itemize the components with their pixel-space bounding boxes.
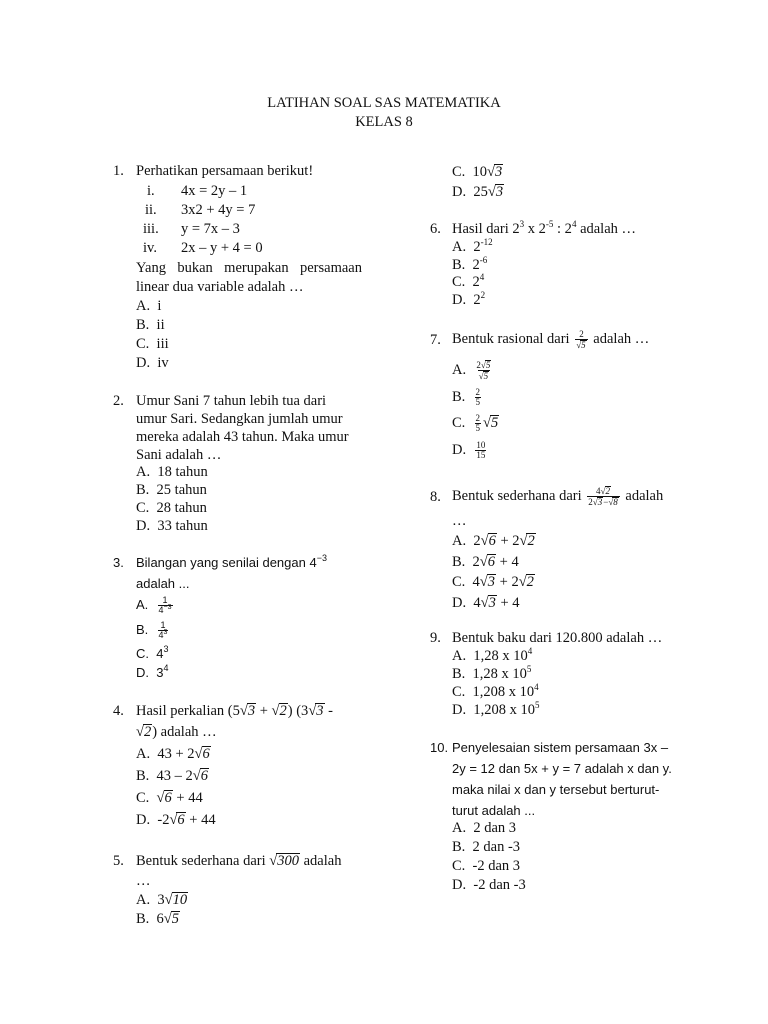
q5-stem-cont: …	[136, 873, 151, 889]
text: 25	[473, 184, 488, 200]
option-letter: D.	[452, 702, 467, 718]
q9-number: 9.	[430, 630, 441, 646]
radicand: 3	[247, 703, 256, 719]
text: 10	[472, 164, 488, 180]
power-base: 2	[472, 274, 480, 290]
fraction-denominator	[575, 339, 587, 350]
sqrt-icon: √	[519, 533, 528, 549]
q3-stem-line: adalah ...	[136, 576, 190, 591]
fraction	[158, 621, 169, 640]
q9-option-a	[452, 647, 532, 665]
fraction-denominator: 15	[476, 450, 486, 461]
radicand: 10	[172, 892, 188, 908]
fraction	[475, 414, 482, 433]
text: 4	[596, 486, 601, 497]
text: 43 + 2	[157, 746, 195, 762]
power-base: 2	[472, 257, 480, 273]
q10-stem-line: maka nilai x dan y tersebut berturut-	[452, 782, 660, 797]
text: -	[324, 703, 333, 719]
text: x 2	[524, 221, 546, 237]
q8-option-a	[452, 532, 536, 550]
option-letter: D.	[452, 877, 467, 893]
option-letter: A.	[452, 362, 467, 378]
q8-option-c	[452, 573, 535, 591]
q3-stem-text: Bilangan yang senilai dengan	[136, 555, 306, 570]
text: + 44	[172, 790, 203, 806]
q10-option-c	[452, 857, 520, 875]
q5-option-c	[452, 163, 503, 181]
text: + 4	[496, 554, 519, 570]
text: 4	[472, 574, 480, 590]
sqrt-icon: √	[194, 746, 203, 762]
fraction-numerator: 2	[475, 413, 481, 424]
fraction-numerator	[475, 360, 492, 370]
radicand: 2	[279, 703, 287, 719]
text: + 4	[496, 595, 520, 611]
q2-option-b	[136, 481, 207, 499]
option-letter: B.	[136, 911, 150, 927]
power-exponent: 2	[480, 290, 486, 300]
option-letter: D.	[452, 292, 467, 308]
radicand: 5	[491, 415, 499, 431]
sqrt-icon: √	[269, 853, 278, 869]
sqrt-icon: √	[479, 554, 488, 570]
q1-stem: Perhatikan persamaan berikut!	[136, 163, 314, 179]
fraction-numerator: 10	[476, 440, 486, 451]
q8-stem	[452, 482, 663, 510]
option-letter: C.	[452, 274, 466, 290]
q1-eq: 2x – y + 4 = 0	[181, 240, 263, 256]
q6-stem	[452, 220, 636, 238]
fraction-denominator: 5	[475, 423, 481, 434]
text: + 44	[185, 812, 216, 828]
q1-option-a	[136, 297, 161, 315]
text: Hasil perkalian (5	[136, 703, 240, 719]
option-letter: A.	[136, 464, 151, 480]
fraction	[575, 330, 587, 350]
radicand: 3	[488, 595, 496, 611]
power-base: 4	[309, 555, 317, 570]
power-base: 2	[473, 292, 481, 308]
q8-number: 8.	[430, 489, 441, 505]
q10-stem-line: turut adalah ...	[452, 803, 536, 818]
radicand: 3	[495, 164, 503, 180]
q10-stem-line: 2y = 12 dan 5x + y = 7 adalah x dan y.	[452, 761, 672, 776]
power-exponent: 4	[534, 682, 539, 692]
fraction-numerator	[595, 486, 612, 496]
fraction	[587, 486, 619, 507]
option-letter: C.	[452, 684, 466, 700]
sqrt-icon: √	[518, 574, 527, 590]
text: Bentuk rasional dari	[452, 331, 570, 347]
radicand: 3	[316, 703, 324, 719]
radicand: 5	[483, 371, 489, 382]
sqrt-icon: √	[169, 812, 178, 828]
radicand: 6	[488, 533, 496, 549]
radicand: 2	[605, 486, 610, 497]
power-base: 3	[156, 665, 164, 680]
radicand: 5	[171, 911, 180, 927]
q1-option-d	[136, 354, 169, 372]
text: 2	[473, 533, 481, 549]
option-text: ii	[156, 317, 165, 333]
option-letter: C.	[452, 164, 466, 180]
text: adalah	[300, 853, 342, 869]
option-letter: A.	[136, 746, 151, 762]
q4-stem-line1	[136, 702, 363, 720]
option-letter: B.	[452, 666, 466, 682]
radicand: 6	[200, 768, 209, 784]
radicand: 6	[487, 554, 496, 570]
radicand: 3	[487, 574, 496, 590]
q3-power	[309, 555, 327, 570]
q3-option-b	[136, 620, 170, 640]
sqrt-icon: √	[308, 703, 317, 719]
q2-number: 2.	[113, 393, 124, 409]
fraction-denominator	[158, 630, 169, 640]
power-exponent: 3	[519, 219, 525, 229]
text: 3	[157, 892, 165, 908]
fraction	[475, 360, 492, 381]
option-text: 25 tahun	[156, 482, 207, 498]
option-letter: D.	[452, 442, 467, 458]
option-letter: C.	[452, 574, 466, 590]
q7-option-b	[452, 383, 483, 411]
q6-option-a	[452, 238, 493, 256]
text: Hasil dari 2	[452, 221, 520, 237]
q2-option-a	[136, 463, 208, 481]
option-letter: A.	[452, 239, 467, 255]
q10-stem-line: Penyelesaian sistem persamaan 3x –	[452, 740, 669, 755]
option-text: iv	[157, 355, 169, 371]
fraction-numerator: 1	[160, 620, 166, 631]
q10-option-d	[452, 876, 526, 894]
fraction	[475, 388, 482, 407]
q5-option-a	[136, 891, 188, 909]
q9-option-d	[452, 701, 539, 719]
option-text: i	[157, 298, 162, 314]
radicand: 5	[581, 339, 586, 350]
q7-option-c	[452, 409, 499, 437]
fraction-denominator: 5	[475, 397, 481, 408]
q1-eq: 4x = 2y – 1	[181, 183, 248, 199]
power-exponent: 4	[163, 663, 169, 673]
option-letter: B.	[136, 317, 150, 333]
power-exponent: 3	[163, 629, 168, 637]
option-text: 2 dan -3	[472, 839, 521, 855]
text: adalah …	[576, 221, 637, 237]
option-letter: B.	[136, 482, 150, 498]
option-letter: A.	[136, 892, 151, 908]
q9-option-c	[452, 683, 539, 701]
option-letter: A.	[452, 648, 467, 664]
q4-option-a	[136, 745, 211, 763]
fraction-numerator: 1	[162, 595, 168, 606]
option-letter: B.	[136, 622, 149, 637]
power-exponent: 5	[534, 700, 540, 710]
text: adalah	[625, 488, 664, 504]
q2-stem-line: umur Sari. Sedangkan jumlah umur	[136, 411, 343, 427]
power-base: 2	[473, 239, 481, 255]
sqrt-icon: √	[192, 768, 201, 784]
text: 43 – 2	[156, 768, 193, 784]
power-exponent: -6	[479, 255, 488, 265]
q5-option-b	[136, 910, 180, 928]
radicand: 2	[527, 533, 535, 549]
option-text: -2 dan 3	[472, 858, 521, 874]
sqrt-icon: √	[164, 892, 173, 908]
sqrt-icon: √	[576, 339, 582, 350]
option-letter: C.	[136, 790, 150, 806]
sqrt-icon: √	[592, 497, 598, 508]
option-letter: D.	[136, 355, 151, 371]
q8-stem-cont: …	[452, 513, 467, 529]
radicand: 2	[526, 574, 534, 590]
sqrt-icon: √	[478, 371, 484, 382]
sqrt-icon: √	[480, 595, 489, 611]
text: 1,208 x 10	[473, 702, 535, 718]
q5-option-d	[452, 183, 504, 201]
option-letter: D.	[452, 595, 467, 611]
option-letter: D.	[136, 812, 151, 828]
sqrt-icon: √	[483, 415, 492, 431]
q9-stem: Bentuk baku dari 120.800 adalah …	[452, 630, 663, 646]
text: Bentuk sederhana dari	[452, 488, 582, 504]
option-letter: C.	[452, 415, 466, 431]
q8-option-b	[452, 553, 519, 571]
radicand: 300	[277, 853, 299, 869]
q4-option-c	[136, 789, 203, 807]
q1-eq: 3x2 + 4y = 7	[181, 202, 256, 218]
power-base: 4	[158, 630, 164, 641]
q7-number: 7.	[430, 332, 441, 348]
text: −	[603, 497, 609, 508]
fraction-denominator	[587, 496, 619, 507]
q8-option-d	[452, 594, 520, 612]
radicand: 3	[495, 184, 504, 200]
q1-eq-label: iv.	[143, 240, 157, 256]
radicand: 6	[177, 812, 185, 828]
text: 4	[473, 595, 481, 611]
radicand: 2	[143, 724, 152, 740]
q1-eq-label: i.	[147, 183, 155, 199]
q7-option-a	[452, 356, 494, 384]
sqrt-icon: √	[480, 360, 486, 371]
option-letter: B.	[452, 389, 466, 405]
option-letter: A.	[136, 597, 149, 612]
text: 1,28 x 10	[472, 666, 527, 682]
text: +	[256, 703, 272, 719]
q3-stem	[136, 554, 327, 572]
q3-option-a	[136, 595, 175, 615]
sqrt-icon: √	[608, 497, 614, 508]
q1-eq-label: ii.	[145, 202, 157, 218]
q1-eq-label: iii.	[143, 221, 159, 237]
q10-number: 10.	[430, 740, 449, 755]
q2-stem-line: Umur Sani 7 tahun lebih tua dari	[136, 393, 327, 409]
q3-number: 3.	[113, 555, 124, 570]
power-exponent: -12	[480, 237, 493, 247]
q6-number: 6.	[430, 221, 441, 237]
text: : 2	[553, 221, 572, 237]
option-letter: D.	[136, 665, 149, 680]
option-text: 18 tahun	[157, 464, 208, 480]
q1-stem-line: Yang bukan merupakan persamaan	[136, 260, 362, 276]
option-text: 28 tahun	[156, 500, 207, 516]
q1-option-b	[136, 316, 165, 334]
q2-stem-line: Sani adalah …	[136, 447, 222, 463]
q1-option-c	[136, 335, 169, 353]
option-text: 2 dan 3	[473, 820, 517, 836]
q4-stem-line2	[136, 723, 217, 741]
sqrt-icon: √	[480, 533, 489, 549]
q2-option-d	[136, 517, 208, 535]
sqrt-icon: √	[271, 703, 280, 719]
fraction	[475, 441, 486, 460]
option-letter: B.	[136, 768, 150, 784]
text: + 2	[496, 533, 520, 549]
sqrt-icon: √	[487, 184, 496, 200]
fraction-denominator	[158, 605, 173, 615]
fraction-numerator: 2	[579, 328, 584, 339]
q4-option-d	[136, 811, 216, 829]
option-text: -2 dan -3	[473, 877, 526, 893]
radicand: 6	[164, 790, 172, 806]
sqrt-icon: √	[136, 724, 144, 740]
sqrt-icon: √	[163, 911, 172, 927]
q3-option-c	[136, 645, 168, 663]
option-letter: C.	[452, 858, 466, 874]
fraction-denominator	[478, 370, 490, 381]
option-letter: A.	[452, 820, 467, 836]
text: 2	[472, 554, 480, 570]
option-letter: C.	[136, 646, 149, 661]
q10-option-b	[452, 838, 520, 856]
q5-stem	[136, 852, 341, 870]
radicand: 3	[597, 497, 603, 508]
page-subtitle: KELAS 8	[355, 114, 413, 130]
fraction-numerator: 2	[475, 387, 481, 398]
text: 6	[156, 911, 164, 927]
q7-option-d	[452, 436, 488, 464]
q3-option-d	[136, 664, 168, 682]
text: adalah …	[589, 331, 650, 347]
sqrt-icon: √	[239, 703, 248, 719]
option-letter: B.	[452, 257, 466, 273]
power-base: 4	[158, 605, 164, 616]
option-text: iii	[156, 336, 169, 352]
page-title: LATIHAN SOAL SAS MATEMATIKA	[267, 95, 501, 111]
fraction	[158, 596, 173, 615]
q4-option-b	[136, 767, 209, 785]
option-letter: C.	[136, 336, 150, 352]
option-letter: D.	[452, 184, 467, 200]
q9-option-b	[452, 665, 531, 683]
q6-option-d	[452, 291, 485, 309]
text: -2	[157, 812, 170, 828]
power-exponent: −3	[163, 604, 172, 612]
text: 1,208 x 10	[472, 684, 535, 700]
sqrt-icon: √	[479, 574, 488, 590]
power-exponent: −3	[316, 553, 327, 563]
q4-number: 4.	[113, 703, 124, 719]
radicand: 8	[613, 497, 618, 508]
option-letter: D.	[136, 518, 151, 534]
radicand: 6	[202, 746, 210, 762]
option-text: 33 tahun	[157, 518, 208, 534]
power-base: 4	[156, 646, 164, 661]
sqrt-icon: √	[600, 486, 606, 497]
q10-option-a	[452, 819, 516, 837]
sqrt-icon: √	[156, 790, 165, 806]
radicand: 5	[485, 360, 491, 371]
text: 2	[476, 360, 481, 371]
q2-stem-line: mereka adalah 43 tahun. Maka umur	[136, 429, 349, 445]
sqrt-icon: √	[487, 164, 496, 180]
option-letter: B.	[452, 554, 466, 570]
q6-option-c	[452, 273, 484, 291]
option-letter: B.	[452, 839, 466, 855]
power-exponent: 3	[163, 644, 169, 654]
text: Bentuk sederhana dari	[136, 853, 270, 869]
q7-stem	[452, 325, 649, 353]
text: ) (3	[287, 703, 309, 719]
power-exponent: 4	[479, 272, 485, 282]
text: 2	[588, 497, 593, 508]
text: 1,28 x 10	[473, 648, 528, 664]
option-letter: C.	[136, 500, 150, 516]
q1-eq: y = 7x – 3	[181, 221, 240, 237]
power-exponent: 5	[526, 664, 532, 674]
q1-number: 1.	[113, 163, 124, 179]
q2-option-c	[136, 499, 207, 517]
power-exponent: 4	[527, 646, 533, 656]
q1-stem-line: linear dua variable adalah …	[136, 279, 304, 295]
option-letter: A.	[452, 533, 467, 549]
text: + 2	[496, 574, 519, 590]
power-exponent: 4	[571, 219, 577, 229]
q5-number: 5.	[113, 853, 124, 869]
option-letter: A.	[136, 298, 151, 314]
text: ) adalah …	[152, 724, 217, 740]
power-exponent: -5	[545, 219, 554, 229]
